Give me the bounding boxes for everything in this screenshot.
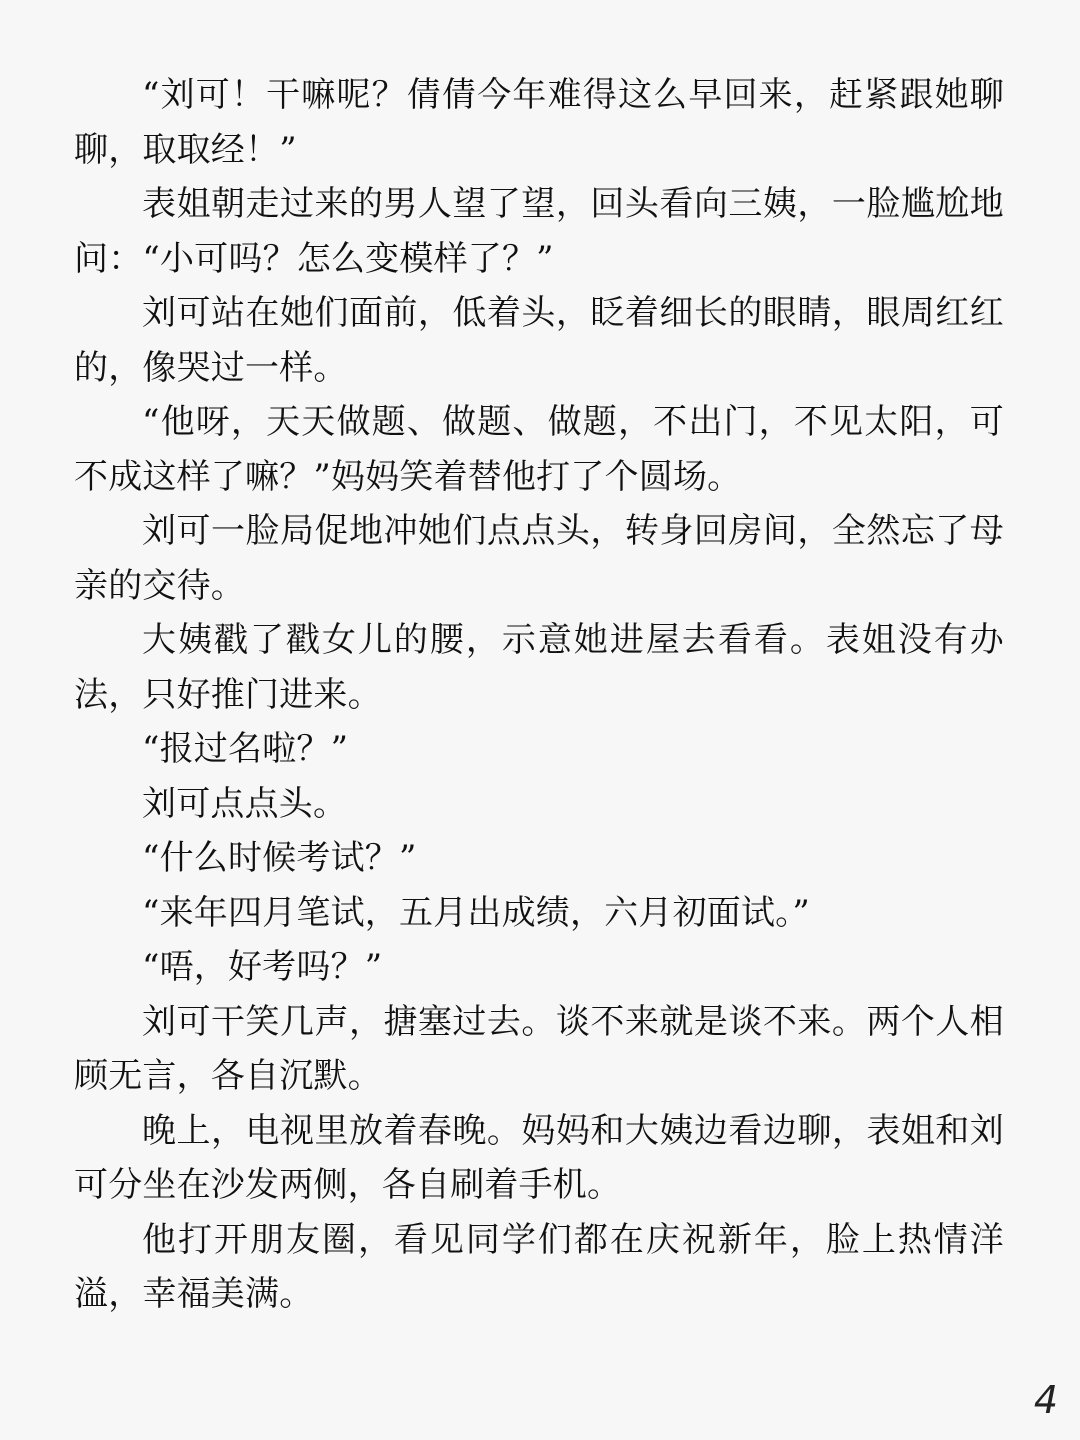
paragraph: 刘可站在她们面前，低着头，眨着细长的眼睛，眼周红红的，像哭过一样。: [74, 293, 1004, 388]
page-number: 4: [1033, 1378, 1058, 1422]
paragraph: 晚上，电视里放着春晚。妈妈和大姨边看边聊，表姐和刘可分坐在沙发两侧，各自刷着手机。: [74, 1110, 1004, 1205]
paragraph: “报过名啦？”: [142, 729, 349, 769]
paragraph: “唔，好考吗？”: [142, 947, 383, 987]
paragraph: “刘可！干嘛呢？倩倩今年难得这么早回来，赶紧跟她聊聊，取取经！”: [74, 75, 1004, 170]
paragraph: 刘可一脸局促地冲她们点点头，转身回房间，全然忘了母亲的交待。: [74, 511, 1004, 606]
paragraph: 大姨戳了戳女儿的腰，示意她进屋去看看。表姐没有办法，只好推门进来。: [74, 620, 1004, 715]
paragraph: “来年四月笔试，五月出成绩，六月初面试。”: [142, 892, 810, 933]
paragraph: 他打开朋友圈，看见同学们都在庆祝新年，脸上热情洋溢，幸福美满。: [74, 1219, 1004, 1314]
paragraph: 表姐朝走过来的男人望了望，回头看向三姨，一脸尴尬地问：“小可吗？怎么变模样了？”: [74, 184, 1004, 279]
story-text: [74, 68, 1004, 1322]
paragraph: 刘可点点头。: [142, 783, 348, 824]
paragraph: “他呀，天天做题、做题、做题，不出门，不见太阳，可不成这样了嘛？”妈妈笑着替他打了个圆场。: [74, 402, 1004, 497]
paragraph: “什么时候考试？”: [142, 838, 417, 878]
paragraph: 刘可干笑几声，搪塞过去。谈不来就是谈不来。两个人相顾无言，各自沉默。: [74, 1001, 1004, 1096]
